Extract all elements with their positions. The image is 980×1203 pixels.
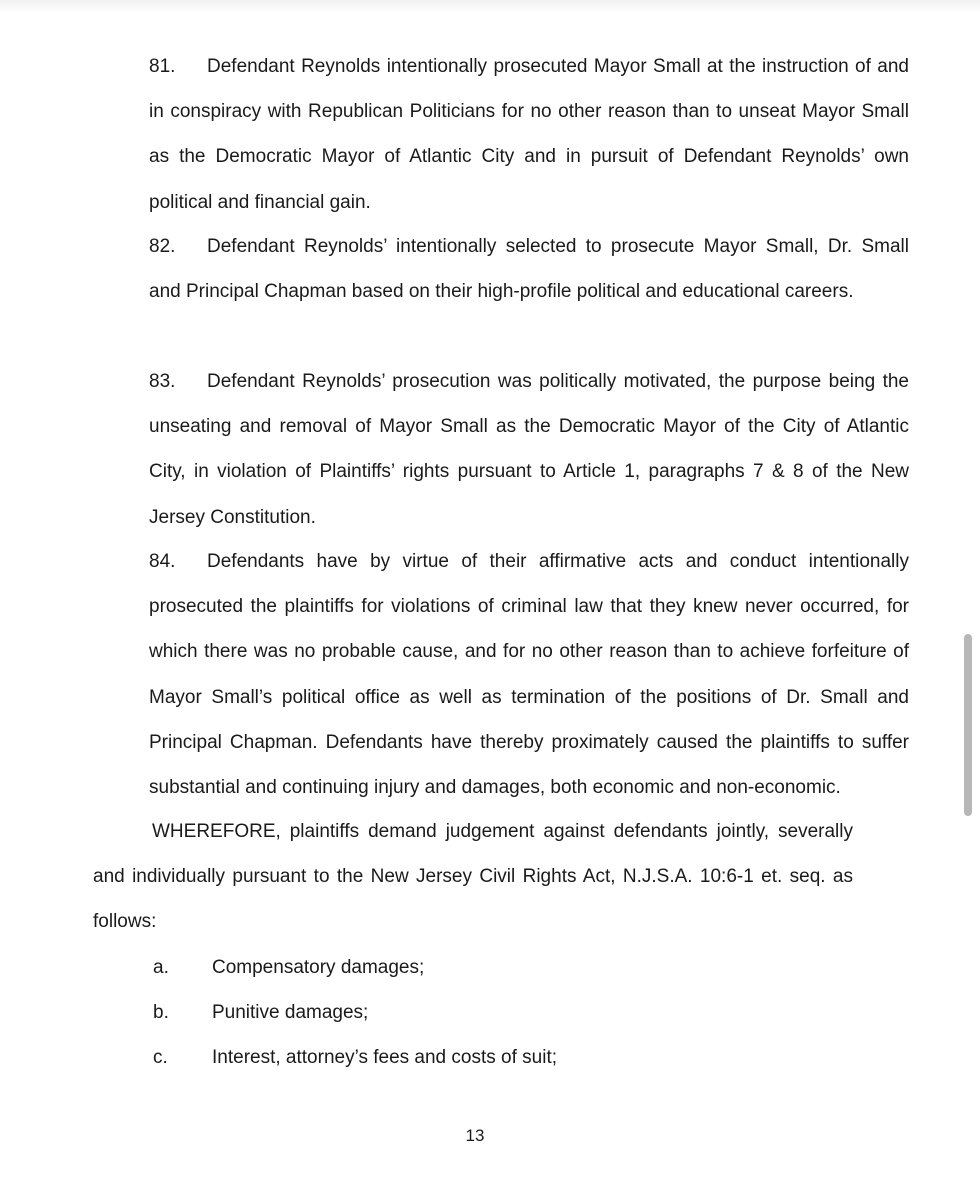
list-letter: a.	[153, 957, 169, 978]
relief-item-b	[153, 990, 368, 1035]
paragraph-83	[93, 359, 909, 540]
paragraph-text: Defendant Reynolds’ prosecution was politically motivated, the purpose being the unseating and removal of Mayor Small as the Democratic Mayor of the City of Atlantic City, in violation of Plaintiffs’ rights pursuant to Article 1, paragraphs 7 & 8 of the New Jersey Constitution.	[149, 371, 909, 528]
relief-item-c	[153, 1035, 557, 1080]
list-letter: c.	[153, 1047, 168, 1068]
wherefore-clause: WHEREFORE, plaintiffs demand judgement against defendants jointly, severally and individually pursuant to the New Jersey Civil Rights Act, N.J.S.A. 10:6-1 et. seq. as follows:	[93, 821, 853, 933]
paragraph-number: 84.	[149, 551, 176, 572]
list-text: Interest, attorney’s fees and costs of suit;	[212, 1047, 557, 1068]
paragraph-text: Defendant Reynolds’ intentionally selected to prosecute Mayor Small, Dr. Small and Principal Chapman based on their high-profile political and educational careers.	[149, 236, 909, 303]
paragraph-text: Defendants have by virtue of their affirmative acts and conduct intentionally prosecuted the plaintiffs for violations of criminal law that they knew never occurred, for which there was no probable cause, and for no other reason than to achieve forfeiture of Mayor Small’s political office as well as termination of the positions of Dr. Small and Principal Chapman. Defendants have thereby proximately caused the plaintiffs to suffer substantial and continuing injury and damages, both economic and non-economic.	[149, 551, 909, 799]
page-number: 13	[465, 1126, 485, 1145]
paragraph-text: Defendant Reynolds intentionally prosecuted Mayor Small at the instruction of and in conspiracy with Republican Politicians for no other reason than to unseat Mayor Small as the Democratic Mayor of Atlantic City and in pursuit of Defendant Reynolds’ own political and financial gain.	[149, 56, 909, 213]
paragraph-82	[93, 224, 909, 314]
top-edge	[0, 0, 980, 14]
paragraph-number: 82.	[149, 236, 176, 257]
paragraph-81	[93, 44, 909, 225]
relief-item-a	[153, 945, 424, 990]
list-letter: b.	[153, 1002, 169, 1023]
list-text: Compensatory damages;	[212, 957, 425, 978]
paragraph-number: 81.	[149, 56, 176, 77]
paragraph-number: 83.	[149, 371, 176, 392]
list-text: Punitive damages;	[212, 1002, 369, 1023]
paragraph-84	[93, 539, 909, 810]
scrollbar-thumb[interactable]	[964, 634, 972, 816]
